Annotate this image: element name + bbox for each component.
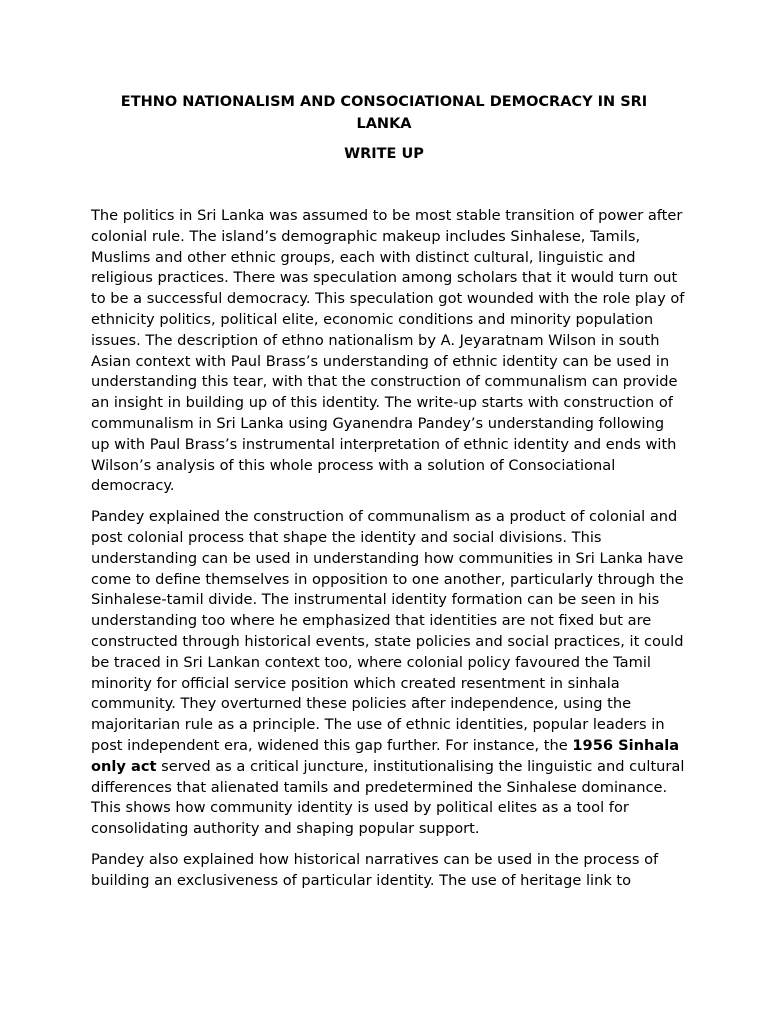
paragraph-text: Pandey explained the construction of communalism as a product of colonial and post colonial process that shape the identity and social divisions. This understanding can be used in understanding how communities in Sri Lanka have come to define themselves in opposition to one another, particularly through the Sinhalese-tamil divide. The instrumental identity formation can be seen in his understanding too where he emphasized that identities are not fixed but are constructed through historical events, state policies and social practices, it could be traced in Sri Lankan context too, where colonial policy favoured the Tamil minority for official service position which created resentment in sinhala community. They overturned these policies after independence, using the majoritarian rule as a principle. The use of ethnic identities, popular leaders in post independent era, widened this gap further. For instance, the <box>91 508 684 754</box>
document-subtitle: WRITE UP <box>344 146 424 162</box>
paragraph-historical-narratives: Pandey also explained how historical narratives can be used in the process of building an exclusiveness of particular identity. The use of heritage link to <box>91 850 659 889</box>
document-title: ETHNO NATIONALISM AND CONSOCIATIONAL DEMOCRACY IN SRI LANKA <box>120 94 648 132</box>
paragraph-text: served as a critical juncture, institutionalising the linguistic and cultural differences that alienated tamils and predetermined the Sinhalese dominance. This shows how community identity is used by political elites as a tool for consolidating authority and shaping popular support. <box>91 757 685 838</box>
paragraph-intro: The politics in Sri Lanka was assumed to be most stable transition of power after colonial rule. The island’s demographic makeup includes Sinhalese, Tamils, Muslims and other ethnic groups, each with distinct cultural, linguistic and religious practices. There was speculation among scholars that it would turn out to be a successful democracy. This speculation got wounded with the role play of ethnicity politics, political elite, economic conditions and minority population issues. The description of ethno nationalism by A. Jeyaratnam Wilson in south Asian context with Paul Brass’s understanding of ethnic identity can be used in understanding this tear, with that the construction of communalism can provide an insight in building up of this identity. The write-up starts with construction of communalism in Sri Lanka using Gyanendra Pandey’s understanding following up with Paul Brass’s instrumental interpretation of ethnic identity and ends with Wilson’s analysis of this whole process with a solution of Consociational democracy. <box>91 207 685 495</box>
paragraph-communalism <box>91 507 685 840</box>
bold-emphasis: 1956 Sinhala only act <box>91 736 680 775</box>
document-body <box>91 206 685 902</box>
